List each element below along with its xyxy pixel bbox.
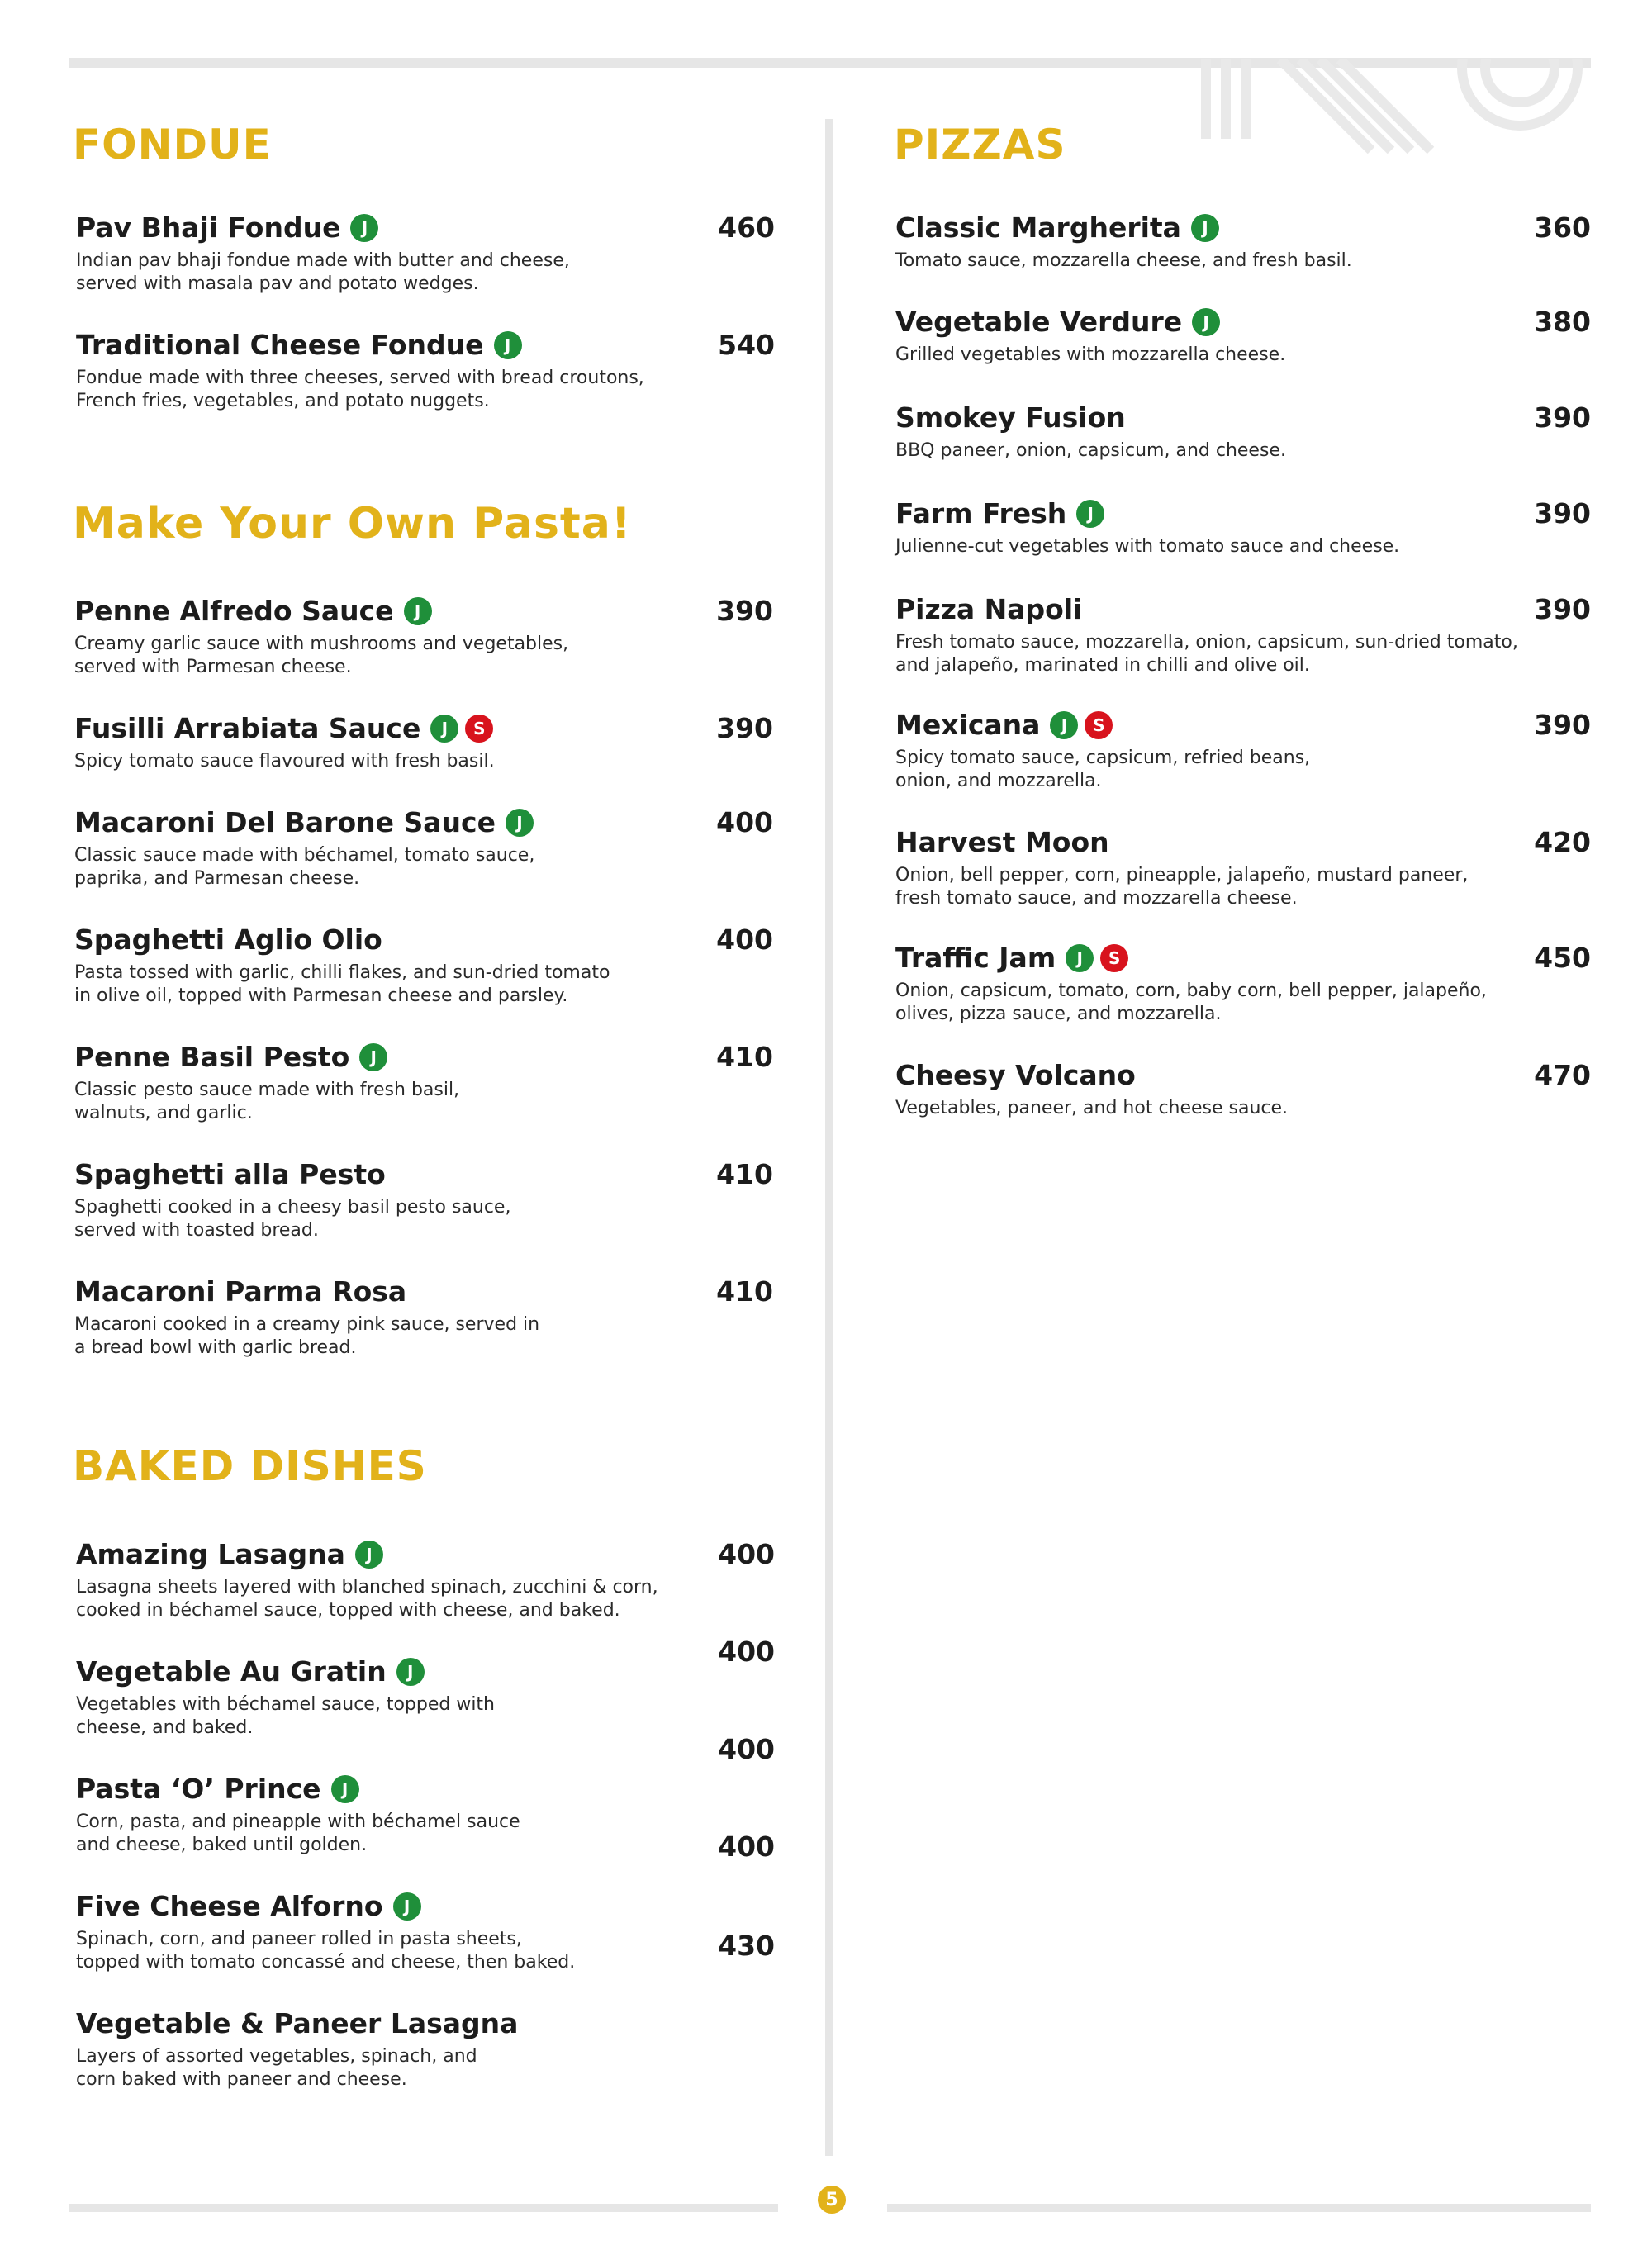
item-name: Vegetable & Paneer Lasagna <box>76 2007 519 2039</box>
menu-item-farm-fresh <box>895 497 1399 558</box>
bottom-rule-right <box>887 2204 1591 2212</box>
column-divider <box>825 119 833 2156</box>
item-price: 410 <box>716 1041 773 1073</box>
item-name: Penne Basil Pesto <box>74 1041 350 1073</box>
section-title-fondue: FONDUE <box>73 121 272 169</box>
item-price: 390 <box>716 712 773 744</box>
item-description: Lasagna sheets layered with blanched spinach, zucchini & corn, cooked in béchamel sauce, topped with cheese, and baked. <box>76 1577 658 1621</box>
item-name: Pav Bhaji Fondue <box>76 211 341 244</box>
menu-item-harvest-moon <box>895 826 1468 910</box>
section-title-pasta: Make Your Own Pasta! <box>73 499 632 548</box>
menu-item-traditional-cheese-fondue <box>76 329 644 413</box>
item-price: 400 <box>716 806 773 838</box>
item-price: 390 <box>1534 497 1591 529</box>
jain-badge-icon: J <box>355 1541 383 1569</box>
menu-item-macaroni-parma-rosa <box>74 1275 539 1360</box>
item-price: 390 <box>1534 401 1591 434</box>
spicy-badge-icon: S <box>465 715 493 743</box>
menu-item-vegetable-au-gratin <box>76 1655 495 1740</box>
item-name: Pizza Napoli <box>895 593 1083 625</box>
item-description: Julienne-cut vegetables with tomato sauce and cheese. <box>895 536 1400 557</box>
jain-badge-icon: J <box>359 1043 387 1071</box>
menu-item-amazing-lasagna <box>76 1538 658 1622</box>
jain-badge-icon: J <box>430 715 458 743</box>
item-description: Classic sauce made with béchamel, tomato sauce, paprika, and Parmesan cheese. <box>74 845 535 889</box>
item-price: 410 <box>716 1275 773 1308</box>
menu-item-vegetable-paneer-lasagna <box>76 2007 518 2091</box>
menu-item-spaghetti-alla-pesto <box>74 1158 510 1242</box>
menu-item-pav-bhaji-fondue <box>76 211 570 296</box>
item-price: 420 <box>1534 826 1591 858</box>
item-name: Amazing Lasagna <box>76 1538 345 1570</box>
section-title-pizzas: PIZZAS <box>894 121 1066 169</box>
jain-badge-icon: J <box>506 809 534 837</box>
spicy-badge-icon: S <box>1085 711 1113 739</box>
item-description: Tomato sauce, mozzarella cheese, and fresh basil. <box>895 250 1352 271</box>
item-description: Onion, bell pepper, corn, pineapple, jalapeño, mustard paneer, fresh tomato sauce, and mozzarella cheese. <box>895 865 1469 909</box>
item-name: Five Cheese Alforno <box>76 1890 383 1922</box>
menu-item-fusilli-arrabiata-sauce <box>74 712 495 773</box>
item-price: 540 <box>718 329 775 361</box>
item-name: Smokey Fusion <box>895 401 1126 434</box>
item-description: Vegetables, paneer, and hot cheese sauce. <box>895 1098 1289 1118</box>
item-price: 400 <box>718 1636 775 1668</box>
item-name: Spaghetti Aglio Olio <box>74 923 382 956</box>
item-name: Vegetable Au Gratin <box>76 1655 387 1688</box>
item-description: Corn, pasta, and pineapple with béchamel sauce and cheese, baked until golden. <box>76 1811 520 1855</box>
item-price: 390 <box>1534 709 1591 741</box>
item-price: 390 <box>1534 593 1591 625</box>
item-name: Mexicana <box>895 709 1041 741</box>
menu-item-mexicana <box>895 709 1310 793</box>
item-name: Cheesy Volcano <box>895 1059 1136 1091</box>
item-description: Macaroni cooked in a creamy pink sauce, served in a bread bowl with garlic bread. <box>74 1314 540 1358</box>
bottom-rule-left <box>69 2204 778 2212</box>
item-description: Pasta tossed with garlic, chilli flakes, and sun-dried tomato in olive oil, topped with Parmesan cheese and parsley. <box>74 962 610 1006</box>
item-price: 400 <box>716 923 773 956</box>
item-name: Vegetable Verdure <box>895 306 1183 338</box>
item-description: Fresh tomato sauce, mozzarella, onion, capsicum, sun-dried tomato, and jalapeño, marinated in chilli and olive oil. <box>895 632 1518 676</box>
item-name: Fusilli Arrabiata Sauce <box>74 712 421 744</box>
item-price: 400 <box>718 1830 775 1863</box>
item-description: Grilled vegetables with mozzarella cheese. <box>895 344 1286 365</box>
item-description: Layers of assorted vegetables, spinach, and corn baked with paneer and cheese. <box>76 2046 477 2090</box>
item-description: Spinach, corn, and paneer rolled in pasta sheets, topped with tomato concassé and cheese, then baked. <box>76 1929 576 1973</box>
item-price: 360 <box>1534 211 1591 244</box>
menu-item-classic-margherita <box>895 211 1352 273</box>
decorative-line-graphic <box>1198 59 1591 175</box>
item-description: Vegetables with béchamel sauce, topped with cheese, and baked. <box>76 1694 495 1738</box>
item-price: 470 <box>1534 1059 1591 1091</box>
menu-item-vegetable-verdure <box>895 306 1285 367</box>
item-description: Onion, capsicum, tomato, corn, baby corn, bell pepper, jalapeño, olives, pizza sauce, and mozzarella. <box>895 980 1487 1024</box>
jain-badge-icon: J <box>1076 500 1104 528</box>
menu-item-spaghetti-aglio-olio <box>74 923 610 1008</box>
jain-badge-icon: J <box>393 1892 421 1921</box>
item-price: 380 <box>1534 306 1591 338</box>
jain-badge-icon: J <box>1050 711 1078 739</box>
item-name: Penne Alfredo Sauce <box>74 595 394 627</box>
menu-item-macaroni-del-barone-sauce <box>74 806 534 890</box>
jain-badge-icon: J <box>350 214 378 242</box>
menu-item-pizza-napoli <box>895 593 1518 677</box>
item-description: Indian pav bhaji fondue made with butter and cheese, served with masala pav and potato wedges. <box>76 250 570 294</box>
item-name: Classic Margherita <box>895 211 1181 244</box>
jain-badge-icon: J <box>1192 308 1220 336</box>
item-name: Traditional Cheese Fondue <box>76 329 484 361</box>
jain-badge-icon: J <box>396 1658 425 1686</box>
item-description: Classic pesto sauce made with fresh basil, walnuts, and garlic. <box>74 1080 460 1123</box>
menu-item-penne-alfredo-sauce <box>74 595 568 679</box>
menu-item-smokey-fusion <box>895 401 1286 463</box>
item-description: Spaghetti cooked in a cheesy basil pesto sauce, served with toasted bread. <box>74 1197 511 1241</box>
page-number: 5 <box>818 2186 846 2214</box>
jain-badge-icon: J <box>331 1775 359 1803</box>
spicy-badge-icon: S <box>1100 944 1128 972</box>
jain-badge-icon: J <box>404 597 432 625</box>
menu-item-penne-basil-pesto <box>74 1041 459 1125</box>
item-description: Spicy tomato sauce, capsicum, refried beans, onion, and mozzarella. <box>895 748 1311 791</box>
menu-item-traffic-jam <box>895 942 1487 1026</box>
item-description: Fondue made with three cheeses, served with bread croutons, French fries, vegetables, and potato nuggets. <box>76 368 644 411</box>
item-price: 430 <box>718 1930 775 1962</box>
item-name: Macaroni Del Barone Sauce <box>74 806 496 838</box>
menu-item-cheesy-volcano <box>895 1059 1288 1120</box>
menu-item-pasta-o-prince <box>76 1773 520 1857</box>
jain-badge-icon: J <box>494 331 522 359</box>
item-price: 390 <box>716 595 773 627</box>
item-name: Traffic Jam <box>895 942 1056 974</box>
menu-item-five-cheese-alforno <box>76 1890 575 1974</box>
section-title-baked-dishes: BAKED DISHES <box>73 1442 427 1490</box>
item-name: Pasta ‘O’ Prince <box>76 1773 321 1805</box>
item-description: Creamy garlic sauce with mushrooms and vegetables, served with Parmesan cheese. <box>74 634 569 677</box>
item-price: 400 <box>718 1538 775 1570</box>
item-name: Farm Fresh <box>895 497 1067 529</box>
item-price: 460 <box>718 211 775 244</box>
item-description: BBQ paneer, onion, capsicum, and cheese. <box>895 440 1286 461</box>
jain-badge-icon: J <box>1066 944 1094 972</box>
item-name: Spaghetti alla Pesto <box>74 1158 386 1190</box>
item-price: 450 <box>1534 942 1591 974</box>
jain-badge-icon: J <box>1191 214 1219 242</box>
item-price: 410 <box>716 1158 773 1190</box>
item-price: 400 <box>718 1733 775 1765</box>
item-name: Harvest Moon <box>895 826 1109 858</box>
item-description: Spicy tomato sauce flavoured with fresh basil. <box>74 751 495 772</box>
item-name: Macaroni Parma Rosa <box>74 1275 407 1308</box>
